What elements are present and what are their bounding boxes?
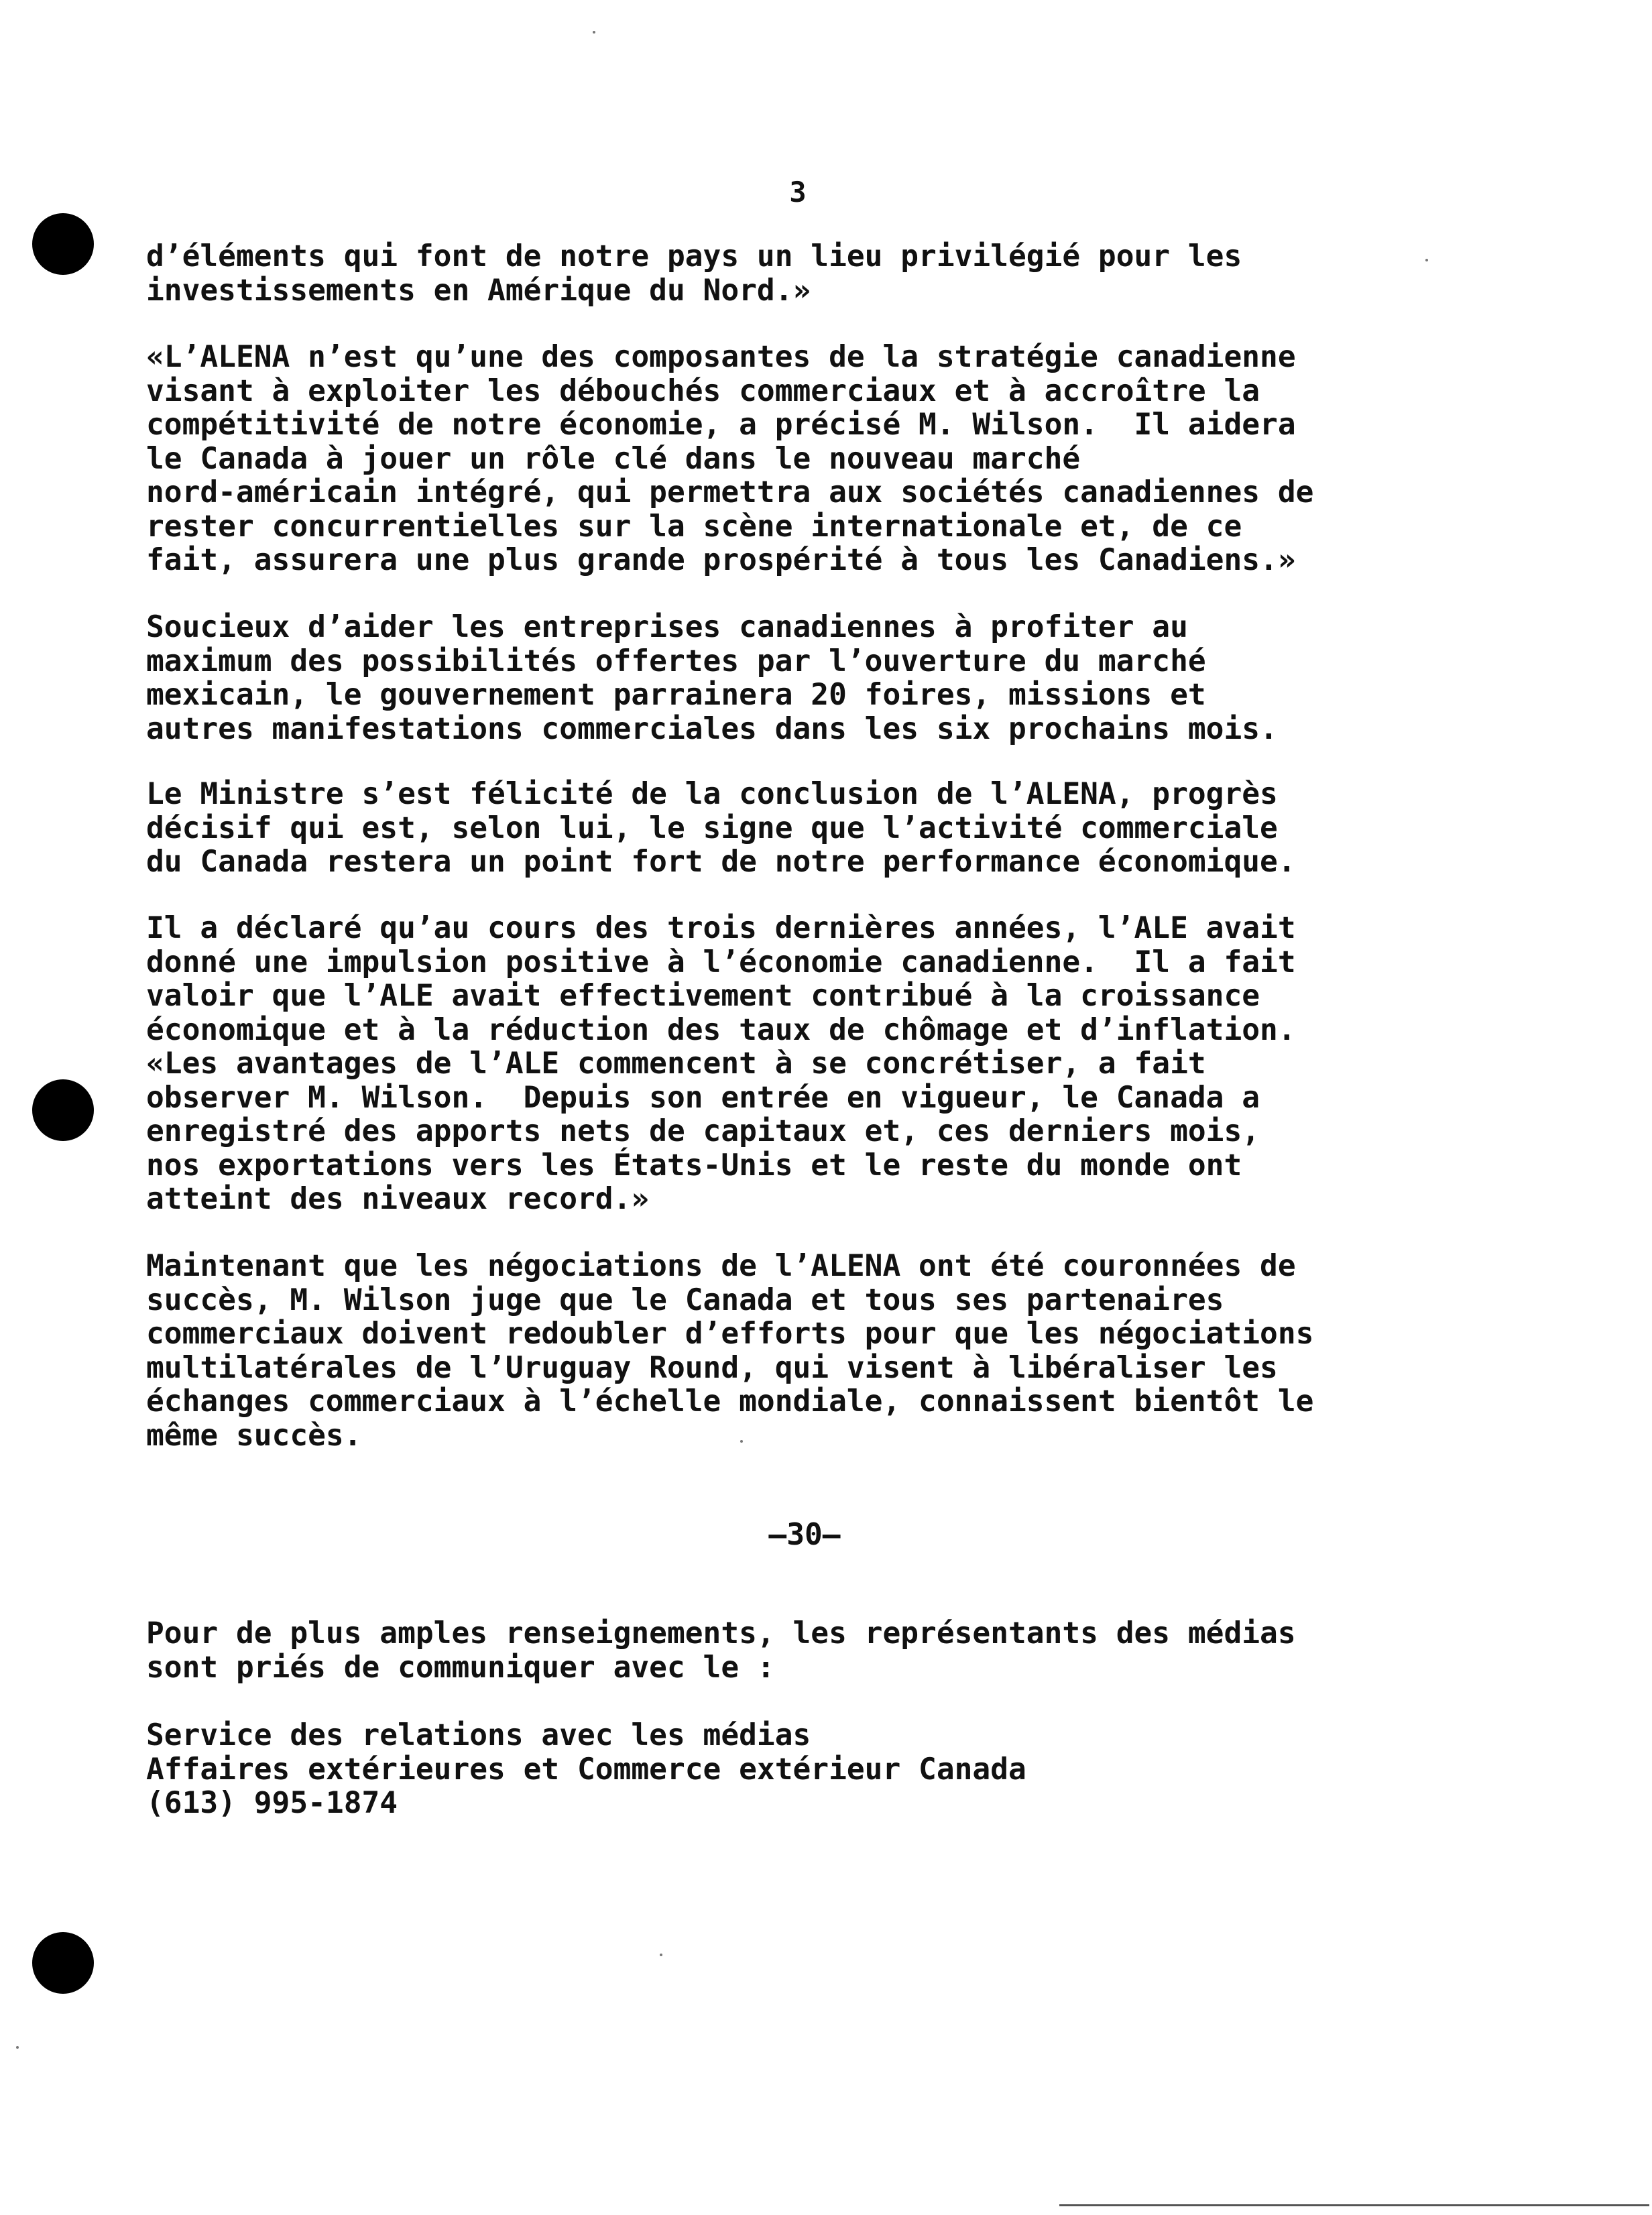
contact-phone: (613) 995-1874	[146, 1786, 398, 1820]
paragraph-2: «L’ALENA n’est qu’une des composantes de la stratégie canadienne visant à exploiter les débouchés commerciaux et à accroître la compétitivité de notre économie, a précisé M. Wilson. Il aidera le Canada à jouer un rôle clé dans le nouveau marché nord-américain intégré, qui permettra aux sociétés canadiennes de rester concurrentielles sur la scène internationale et, de ce fait, assurera une plus grande prospérité à tous les Canadiens.»	[146, 340, 1314, 577]
paragraph-4: Le Ministre s’est félicité de la conclusion de l’ALENA, progrès décisif qui est, selon lui, le signe que l’activité commerciale du Canada restera un point fort de notre performance économique.	[146, 777, 1296, 879]
scan-speck	[16, 2046, 19, 2049]
scan-speck	[740, 1440, 743, 1443]
punch-hole-top	[32, 213, 94, 275]
contact-intro: Pour de plus amples renseignements, les représentants des médias sont priés de communiquer avec le :	[146, 1616, 1296, 1685]
scan-speck	[660, 1954, 662, 1956]
paragraph-1: d’éléments qui font de notre pays un lieu privilégié pour les investissements en Amérique du Nord.»	[146, 239, 1242, 308]
punch-hole-bottom	[32, 1932, 94, 1994]
end-marker: —30—	[768, 1518, 841, 1552]
scan-speck	[1425, 259, 1428, 261]
page-number: 3	[789, 176, 807, 208]
contact-service: Service des relations avec les médias	[146, 1718, 811, 1752]
contact-department: Affaires extérieures et Commerce extérieur Canada	[146, 1752, 1026, 1787]
contact-block	[146, 1719, 1621, 1821]
punch-hole-middle	[32, 1079, 94, 1141]
scan-edge-line	[1059, 2204, 1649, 2206]
paragraph-3: Soucieux d’aider les entreprises canadiennes à profiter au maximum des possibilités offertes par l’ouverture du marché mexicain, le gouvernement parrainera 20 foires, missions et autres manifestations commerciales dans les six prochains mois.	[146, 610, 1278, 746]
paragraph-6: Maintenant que les négociations de l’ALENA ont été couronnées de succès, M. Wilson juge que le Canada et tous ses partenaires commerciaux doivent redoubler d’efforts pour que les négociations multilatérales de l’Uruguay Round, qui visent à libéraliser les échanges commerciaux à l’échelle mondiale, connaissent bientôt le même succès.	[146, 1249, 1314, 1453]
scan-speck	[593, 31, 595, 34]
paragraph-5: Il a déclaré qu’au cours des trois dernières années, l’ALE avait donné une impulsion positive à l’économie canadienne. Il a fait valoir que l’ALE avait effectivement contribué à la croissance économique et à la réduction des taux de chômage et d’inflation. «Les avantages de l’ALE commencent à se concrétiser, a fait observer M. Wilson. Depuis son entrée en vigueur, le Canada a enregistré des apports nets de capitaux et, ces derniers mois, nos exportations vers les États-Unis et le reste du monde ont atteint des niveaux record.»	[146, 911, 1296, 1216]
